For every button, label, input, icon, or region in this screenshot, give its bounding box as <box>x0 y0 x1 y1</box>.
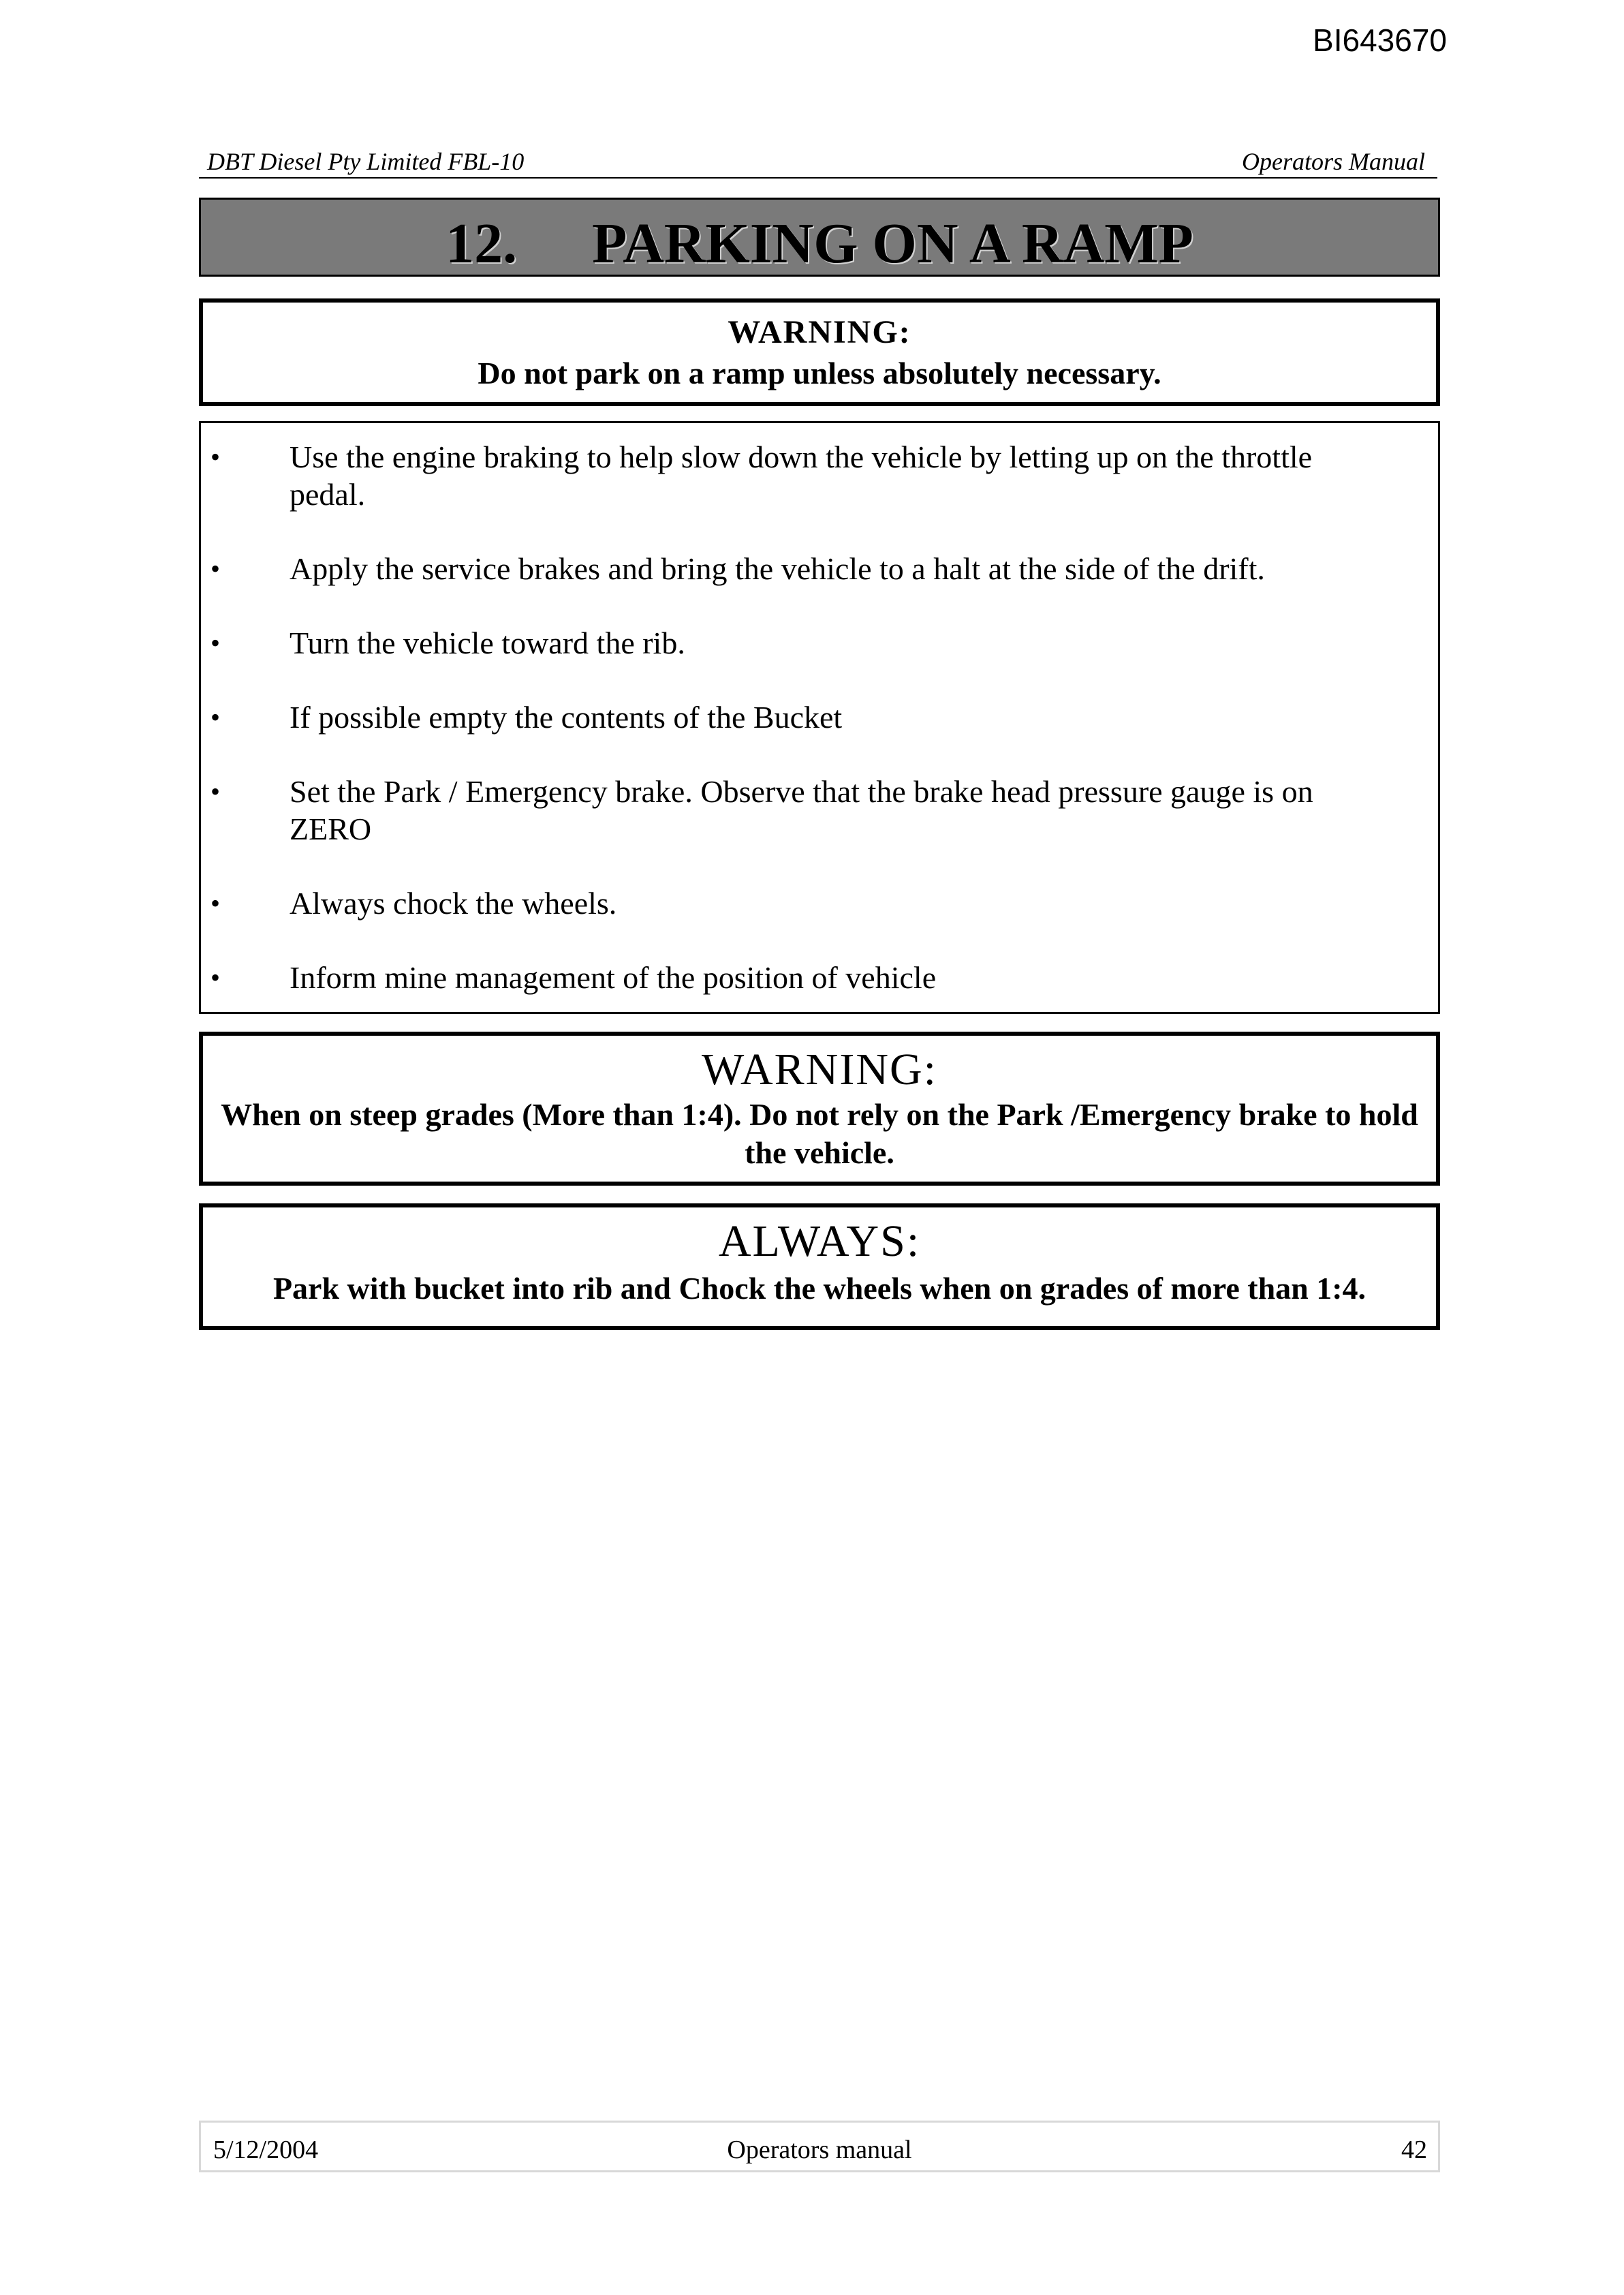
footer-title: Operators manual <box>727 2136 912 2164</box>
step-text: Turn the vehicle toward the rib. <box>290 626 685 660</box>
warning-text: When on steep grades (More than 1:4). Do not rely on the Park /Emergency brake to hold the vehicle. <box>221 1097 1418 1170</box>
list-item <box>201 624 1438 662</box>
section-title-bar <box>199 198 1440 277</box>
list-item <box>201 438 1438 513</box>
list-item <box>201 773 1438 848</box>
bullet-icon: • <box>210 888 221 919</box>
header-left: DBT Diesel Pty Limited FBL-10 <box>207 148 525 175</box>
bullet-icon: • <box>210 702 221 733</box>
header-right: Operators Manual <box>1242 148 1425 175</box>
warning-heading: WARNING: <box>702 1045 937 1094</box>
always-text: Park with bucket into rib and Chock the wheels when on grades of more than 1:4. <box>272 1271 1367 1306</box>
step-text: Apply the service brakes and bring the vehicle to a halt at the side of the drift. <box>290 551 1265 586</box>
steps-box <box>199 421 1440 1014</box>
warning-box-top <box>199 298 1440 406</box>
warning-text: Do not park on a ramp unless absolutely necessary. <box>478 356 1161 390</box>
always-box <box>199 1203 1440 1330</box>
bullet-icon: • <box>210 628 221 658</box>
page-footer <box>199 2121 1440 2172</box>
step-text: Always chock the wheels. <box>290 886 617 921</box>
step-text: Inform mine management of the position of vehicle <box>290 960 937 995</box>
step-text: Set the Park / Emergency brake. Observe that the brake head pressure gauge is on ZERO <box>290 774 1313 846</box>
step-text: Use the engine braking to help slow down the vehicle by letting up on the throttle pedal. <box>290 440 1313 512</box>
list-item <box>201 698 1438 736</box>
list-item <box>201 959 1438 996</box>
list-item <box>201 550 1438 587</box>
running-header <box>199 147 1437 179</box>
step-text: If possible empty the contents of the Bucket <box>290 700 843 735</box>
bullet-icon: • <box>210 776 221 807</box>
warning-heading: WARNING: <box>728 314 911 350</box>
page-number: 42 <box>1401 2136 1427 2164</box>
bullet-icon: • <box>210 442 221 472</box>
list-item <box>201 884 1438 922</box>
section-number: 12. <box>446 212 518 275</box>
steps-list <box>201 423 1438 996</box>
bullet-icon: • <box>210 962 221 993</box>
document-id: BI643670 <box>1313 22 1447 58</box>
always-heading: ALWAYS: <box>718 1216 921 1266</box>
page-title <box>446 211 1193 277</box>
footer-date: 5/12/2004 <box>213 2136 319 2164</box>
bullet-icon: • <box>210 553 221 584</box>
section-title: PARKING ON A RAMP <box>592 212 1193 275</box>
warning-box-grades <box>199 1032 1440 1186</box>
